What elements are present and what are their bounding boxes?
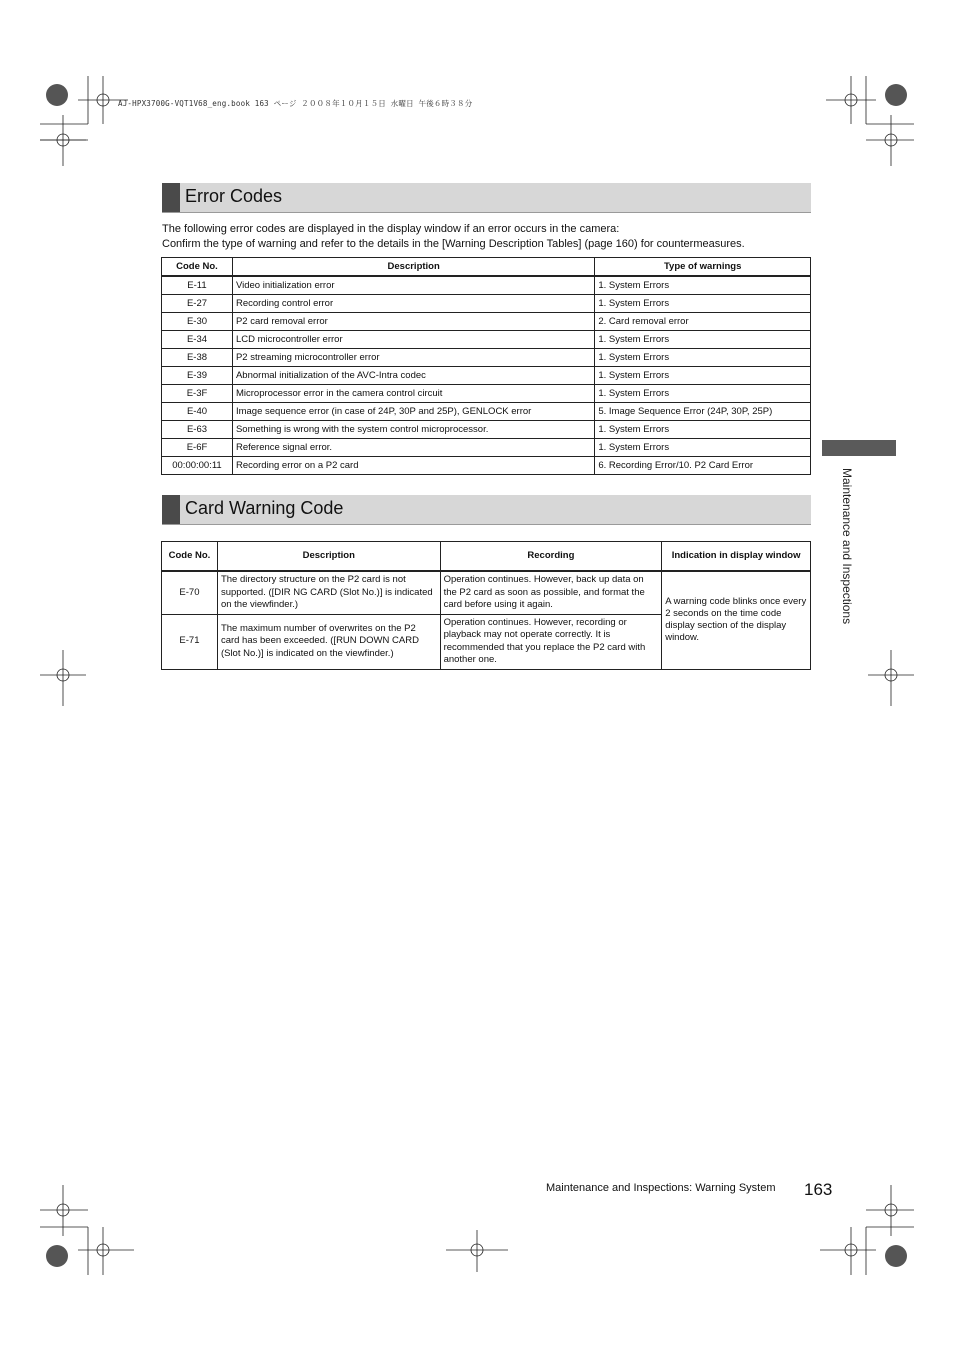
chapter-tab <box>822 440 896 456</box>
table-row <box>162 421 811 439</box>
file-header-line: AJ-HPX3700G-VQT1V68_eng.book 163 ページ ２００８年１０月１５日 水曜日 午後６時３８分 <box>118 99 473 108</box>
warning-type: 2. Card removal error <box>595 313 811 331</box>
warning-type: 1. System Errors <box>595 421 811 439</box>
heading-marker <box>162 495 180 524</box>
error-description: Microprocessor error in the camera control circuit <box>232 385 594 403</box>
recording-behavior: Operation continues. However, back up data on the P2 card as soon as possible, and format the card before using it again. <box>440 571 662 614</box>
error-code: E-6F <box>162 439 233 457</box>
intro-line-1: The following error codes are displayed in the display window if an error occurs in the camera: <box>162 223 620 235</box>
error-codes-table <box>161 257 811 475</box>
warning-description: The maximum number of overwrites on the P2 card has been exceeded. ([RUN DOWN CARD (Slot No.)] is indicated on the viewfinder.) <box>217 614 440 669</box>
error-description: Reference signal error. <box>232 439 594 457</box>
error-code: E-3F <box>162 385 233 403</box>
error-codes-title: Error Codes <box>185 186 283 206</box>
table-row <box>162 313 811 331</box>
recording-behavior: Operation continues. However, recording or playback may not operate correctly. It is recommended that you replace the P2 card with another one. <box>440 614 662 669</box>
column-header: Recording <box>440 542 662 572</box>
error-code: E-11 <box>162 276 233 295</box>
card-warning-title: Card Warning Code <box>185 498 344 518</box>
card-warning-table <box>161 541 811 670</box>
column-header: Description <box>217 542 440 572</box>
heading-marker <box>162 183 180 212</box>
warning-code: E-70 <box>162 571 218 614</box>
error-codes-intro <box>162 222 822 252</box>
table-row <box>162 295 811 313</box>
error-code: E-27 <box>162 295 233 313</box>
error-description: LCD microcontroller error <box>232 331 594 349</box>
table-row <box>162 403 811 421</box>
warning-type: 1. System Errors <box>595 367 811 385</box>
error-description: Image sequence error (in case of 24P, 30P and 25P), GENLOCK error <box>232 403 594 421</box>
table-header-row <box>162 542 811 572</box>
table-row <box>162 367 811 385</box>
error-code: E-34 <box>162 331 233 349</box>
error-description: P2 card removal error <box>232 313 594 331</box>
warning-type: 1. System Errors <box>595 385 811 403</box>
error-code: E-30 <box>162 313 233 331</box>
intro-line-2: Confirm the type of warning and refer to the details in the [Warning Description Tables] (page 160) for countermeasures. <box>162 238 745 250</box>
warning-type: 1. System Errors <box>595 295 811 313</box>
error-code: E-39 <box>162 367 233 385</box>
table-header-row <box>162 258 811 277</box>
column-header: Type of warnings <box>595 258 811 277</box>
warning-type: 1. System Errors <box>595 331 811 349</box>
error-code: E-63 <box>162 421 233 439</box>
table-row <box>162 385 811 403</box>
column-header: Code No. <box>162 258 233 277</box>
column-header: Indication in display window <box>662 542 811 572</box>
column-header: Code No. <box>162 542 218 572</box>
warning-type: 5. Image Sequence Error (24P, 30P, 25P) <box>595 403 811 421</box>
table-row <box>162 457 811 475</box>
warning-type: 1. System Errors <box>595 276 811 295</box>
error-code: 00:00:00:11 <box>162 457 233 475</box>
error-code: E-38 <box>162 349 233 367</box>
table-row <box>162 276 811 295</box>
error-codes-heading-bar <box>162 183 811 213</box>
chapter-side-label: Maintenance and Inspections <box>840 468 854 625</box>
warning-type: 1. System Errors <box>595 349 811 367</box>
warning-type: 1. System Errors <box>595 439 811 457</box>
warning-type: 6. Recording Error/10. P2 Card Error <box>595 457 811 475</box>
table-row <box>162 331 811 349</box>
table-row <box>162 349 811 367</box>
card-warning-heading-bar <box>162 495 811 525</box>
warning-description: The directory structure on the P2 card is not supported. ([DIR NG CARD (Slot No.)] is indicated on the viewfinder.) <box>217 571 440 614</box>
error-description: Recording error on a P2 card <box>232 457 594 475</box>
footer-section-title: Maintenance and Inspections: Warning System <box>546 1182 776 1194</box>
table-row <box>162 439 811 457</box>
table-row <box>162 571 811 614</box>
column-header: Description <box>232 258 594 277</box>
error-description: P2 streaming microcontroller error <box>232 349 594 367</box>
page-number: 163 <box>804 1180 833 1199</box>
error-description: Video initialization error <box>232 276 594 295</box>
display-indication: A warning code blinks once every 2 seconds on the time code display section of the display window. <box>662 571 811 669</box>
warning-code: E-71 <box>162 614 218 669</box>
error-description: Recording control error <box>232 295 594 313</box>
error-code: E-40 <box>162 403 233 421</box>
error-description: Something is wrong with the system control microprocessor. <box>232 421 594 439</box>
error-description: Abnormal initialization of the AVC-Intra codec <box>232 367 594 385</box>
